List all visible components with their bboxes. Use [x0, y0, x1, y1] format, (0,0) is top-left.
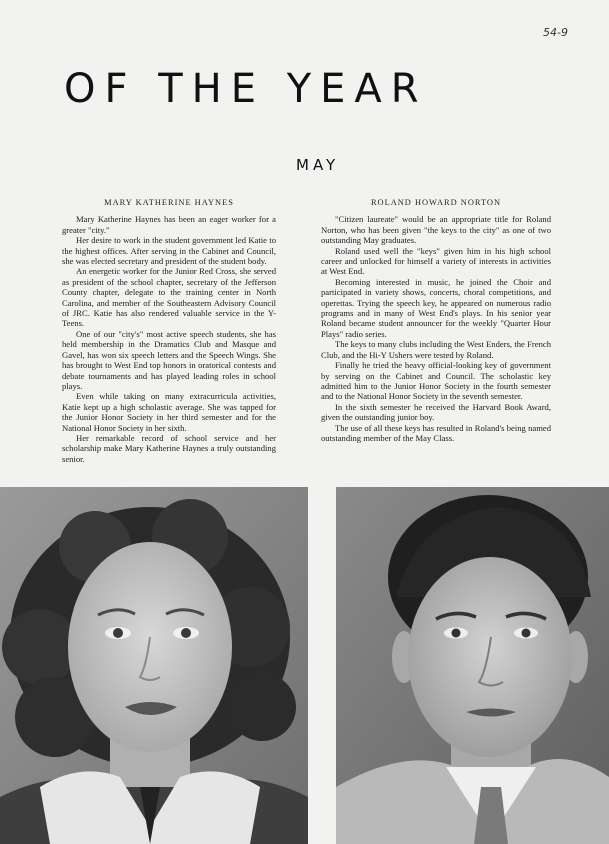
paragraph: "Citizen laureate" would be an appropriate title for Roland Norton, who has been given "the keys to the city" as one of two outstanding May graduates. [321, 214, 551, 246]
left-column-heading: MARY KATHERINE HAYNES [104, 198, 234, 207]
left-biography-column [62, 198, 276, 464]
paragraph: The use of all these keys has resulted in Roland's being named outstanding member of the May Class. [321, 422, 551, 443]
paragraph: Finally he tried the heavy official-looking key of government by serving on the Cabinet and Council. The scholastic key admitted him to the Junior Honor Society in the fourth semester and to the National Honor Society in the seventh semester. [321, 360, 551, 402]
paragraph: Mary Katherine Haynes has been an eager worker for a greater "city." [62, 214, 276, 235]
paragraph: Her desire to work in the student government led Katie to the highest offices. After serving in the Cabinet and Council, she was elected secretary and president of the student body. [62, 235, 276, 267]
paragraph: One of our "city's" most active speech students, she has held membership in the Dramatics Club and Masque and Gavel, has won six speech letters and the Speech Wings. She has brought to West End top honors in oratorical contests and debate tournaments and has played leading roles in school plays. [62, 328, 276, 391]
paragraph: Even while taking on many extracurricula activities, Katie kept up a high scholastic average. She was tapped for the Junior Honor Society in her third semester and for the National Honor Society in her sixth. [62, 391, 276, 433]
page-headline: OF THE YEAR [64, 66, 428, 112]
paragraph: In the sixth semester he received the Harvard Book Award, given the outstanding junior boy. [321, 401, 551, 423]
paragraph: The keys to many clubs including the West Enders, the French Club, and the Hi-Y Ushers were tested by Roland. [321, 339, 551, 360]
page-number: 54-9 [543, 26, 568, 39]
paragraph: Her remarkable record of school service and her scholarship make Mary Katherine Haynes a truly outstanding senior. [62, 432, 276, 464]
month-title: MAY [296, 156, 340, 174]
paragraph: Becoming interested in music, he joined the Choir and participated in variety shows, concerts, choral competitions, and operettas. Trying the speech key, he appeared on numerous radio programs and in many of West End's plays. In his senior year Roland became student announcer for the weekly "Quarter Hour Plays" radio series. [321, 276, 551, 339]
portrait-photo-right [336, 487, 609, 844]
paragraph: Roland used well the "keys" given him in his high school career and unlocked for himself a variety of interests in activities at West End. [321, 245, 551, 277]
portrait-photo-left [0, 487, 308, 844]
right-column-heading: ROLAND HOWARD NORTON [370, 198, 502, 207]
right-biography-column [321, 198, 551, 443]
paragraph: An energetic worker for the Junior Red Cross, she served as president of the school chapter, secretary of the Jefferson County chapter, delegate to the training center in North Carolina, and member of the Southeastern Advisory Council of JRC. Katie has also rendered valuable service in the Y-Teens. [62, 266, 276, 329]
